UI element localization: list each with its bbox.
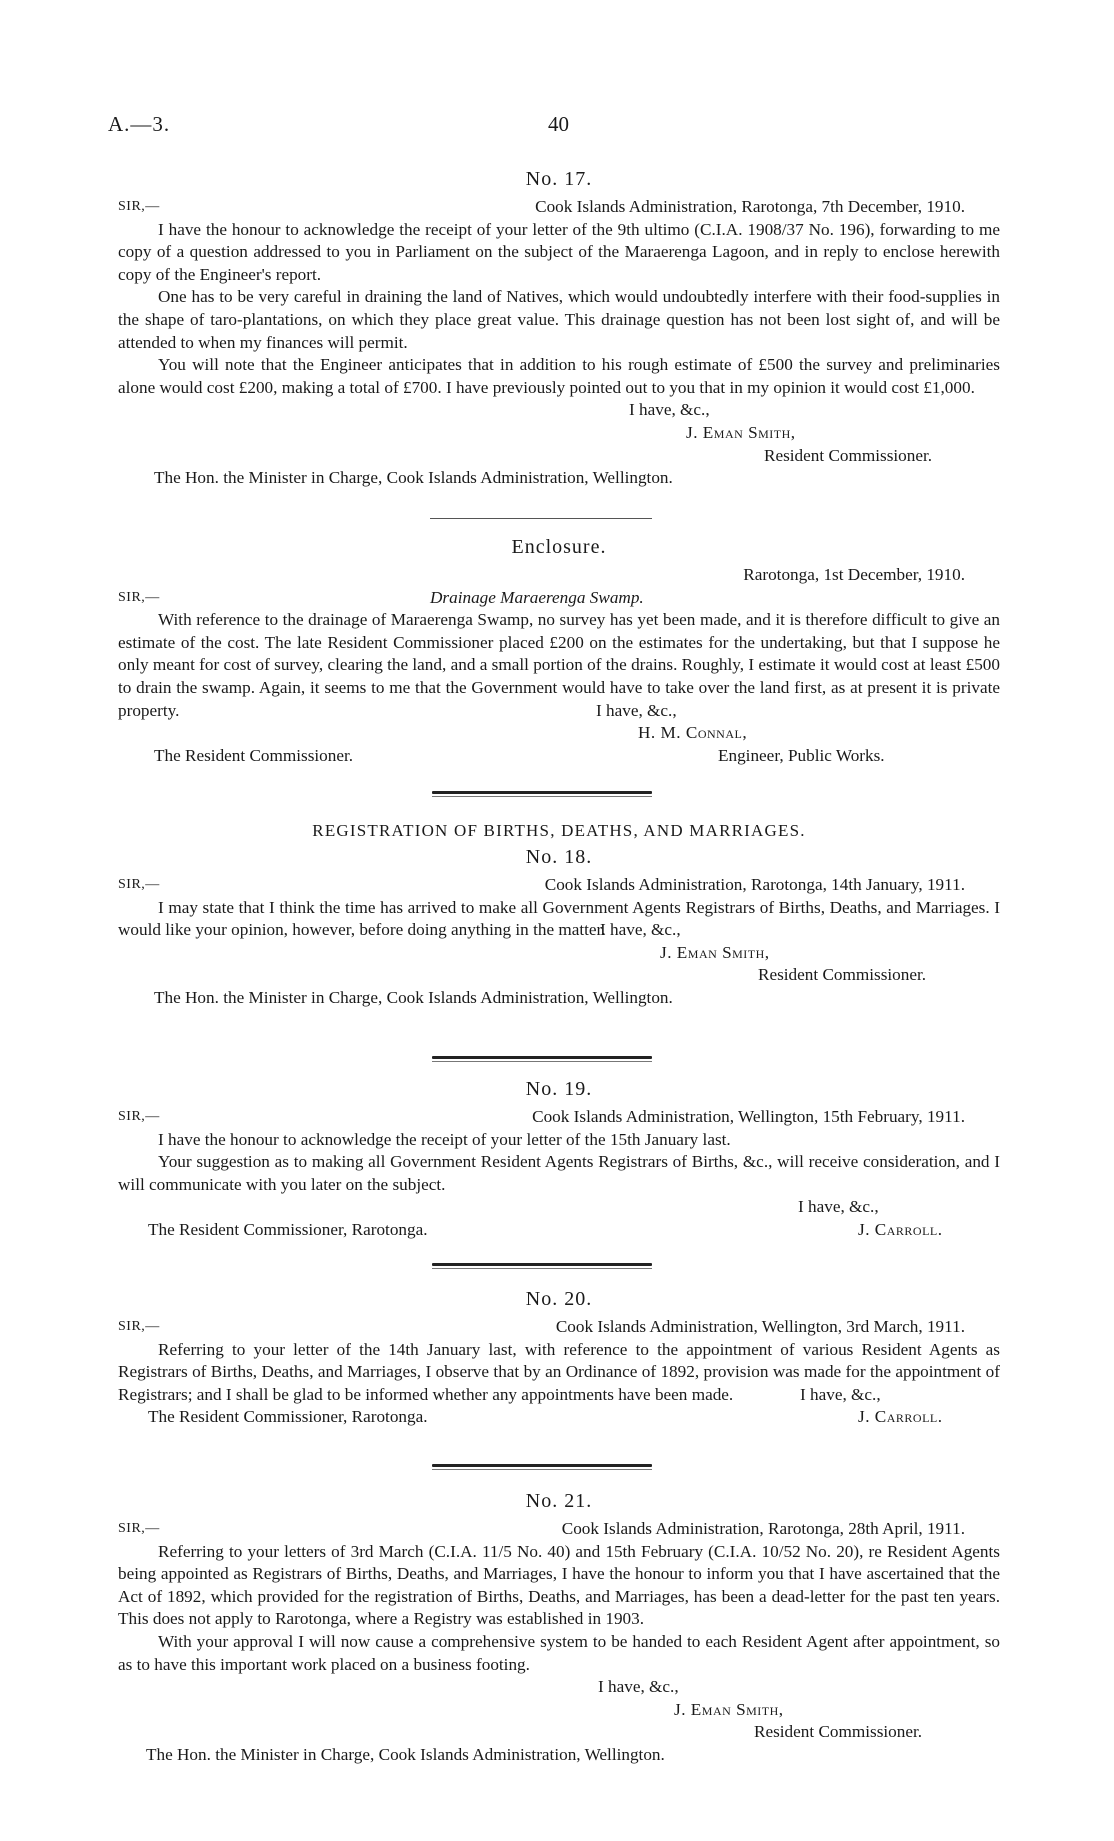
signatory-title: Resident Commissioner.: [758, 965, 927, 985]
salutation: SIR,—: [118, 589, 160, 605]
closing: I have, &c.,: [598, 1677, 679, 1697]
salutation: SIR,—: [118, 1109, 160, 1124]
place-date: Cook Islands Administration, Rarotonga, 28th April, 1911.: [561, 1519, 965, 1538]
letter-no-20: [118, 1286, 1000, 1429]
paragraph: With reference to the drainage of Maraerenga Swamp, no survey has yet been made, and it is therefore difficult to give an estimate of the cost. The late Resident Commissioner placed £200 on the estimates for the undertaking, but that I suppose he only meant for cost of survey, clearing the land, and a small portion of the drains. Roughly, I estimate it would cost at least £500 to drain the swamp. Again, it seems to me that the Government would have to take over the land first, as at present it is private property.: [118, 610, 1000, 720]
place-date: Cook Islands Administration, Wellington, 3rd March, 1911.: [555, 1317, 965, 1336]
addressee: The Resident Commissioner, Rarotonga.: [148, 1219, 428, 1239]
letter-no-18: [118, 820, 1000, 1010]
signatory: J. Eman Smith,: [674, 1699, 784, 1719]
signatory: J. Carroll.: [858, 1407, 943, 1427]
salutation: SIR,—: [118, 1521, 160, 1536]
signatory: J. Eman Smith,: [660, 942, 770, 962]
addressee: The Resident Commissioner, Rarotonga.: [148, 1407, 428, 1427]
divider: [430, 518, 652, 519]
letter-no-19: [118, 1076, 1000, 1242]
paragraph: I have the honour to acknowledge the receipt of your letter of the 9th ultimo (C.I.A. 1908/37 No. 196), forwarding to me copy of a question addressed to you in Parliament on the subject of the Maraerenga Lagoon, and in reply to enclose herewith copy of the Engineer's report.: [118, 219, 1000, 284]
subject: Drainage Maraerenga Swamp.: [430, 587, 644, 607]
enclosure-title: Enclosure.: [511, 536, 607, 558]
letter-title: No. 19.: [525, 1078, 593, 1100]
enclosure: [118, 534, 1000, 767]
paragraph: You will note that the Engineer anticipates that in addition to his rough estimate of £500 the survey and preliminaries alone would cost £200, making a total of £700. I have previously pointed out to you that in my opinion it would cost £1,000.: [118, 355, 1000, 397]
closing: I have, &c.,: [629, 400, 710, 420]
paragraph: Referring to your letters of 3rd March (C.I.A. 11/5 No. 40) and 15th February (C.I.A. 10/52 No. 20), re Resident Agents being appointed as Registrars of Births, Deaths, and Marriages, I have the honour to inform you that I have ascertained that the Act of 1892, which provided for the registration of Births, Deaths, and Marriages, has been a dead-letter for the past ten years. This does not apply to Rarotonga, where a Registry was established in 1903.: [118, 1541, 1000, 1629]
addressee: The Hon. the Minister in Charge, Cook Islands Administration, Wellington.: [146, 1744, 665, 1764]
salutation: SIR,—: [118, 199, 160, 214]
place-date: Cook Islands Administration, Rarotonga, 14th January, 1911.: [544, 875, 965, 894]
letter-title: No. 17.: [525, 168, 593, 190]
paragraph: I may state that I think the time has arrived to make all Government Agents Registrars of Births, Deaths, and Marriages. I would like your opinion, however, before doing anything in the matter.: [118, 897, 1000, 940]
divider: [432, 1263, 652, 1266]
paragraph: Your suggestion as to making all Government Resident Agents Registrars of Births, &c., will receive consideration, and I will communicate with you later on the subject.: [118, 1152, 1000, 1194]
signatory: H. M. Connal,: [638, 723, 748, 743]
divider: [432, 791, 652, 794]
closing: I have, &c.,: [600, 920, 681, 940]
salutation: SIR,—: [118, 877, 160, 892]
paragraph: With your approval I will now cause a comprehensive system to be handed to each Resident Agent after appointment, so as to have this important work placed on a business footing.: [118, 1631, 1000, 1674]
closing: I have, &c.,: [596, 700, 677, 720]
paragraph: One has to be very careful in draining the land of Natives, which would undoubtedly interfere with their food-supplies in the shape of taro-plantations, on which they place great value. This drainage question has not been lost sight of, and will be attended to when my finances will permit.: [118, 287, 1000, 352]
addressee: The Hon. the Minister in Charge, Cook Islands Administration, Wellington.: [154, 468, 673, 488]
signatory: J. Carroll.: [858, 1219, 943, 1239]
letter-no-21: [118, 1488, 1000, 1767]
page-number: 40: [548, 112, 569, 136]
signatory-title: Resident Commissioner.: [754, 1722, 923, 1742]
salutation: SIR,—: [118, 1319, 160, 1334]
paragraph: I have the honour to acknowledge the receipt of your letter of the 15th January last.: [158, 1129, 731, 1149]
closing: I have, &c.,: [798, 1197, 879, 1217]
signatory-title: Resident Commissioner.: [764, 445, 933, 465]
addressee: The Resident Commissioner.: [154, 745, 354, 765]
addressee: The Hon. the Minister in Charge, Cook Islands Administration, Wellington.: [154, 987, 673, 1007]
paragraph: Referring to your letter of the 14th January last, with reference to the appointment of various Resident Agents as Registrars of Births, Deaths, and Marriages, I observe that by an Ordinance of 1892, provision was made for the appointment of Registrars; and I shall be glad to be informed whether any appointments have been made.: [118, 1339, 1000, 1404]
document-reference: A.—3.: [108, 112, 171, 136]
place-date: Cook Islands Administration, Rarotonga, 7th December, 1910.: [535, 197, 965, 216]
letter-title: No. 21.: [525, 1490, 593, 1512]
place-date: Cook Islands Administration, Wellington, 15th February, 1911.: [532, 1107, 965, 1126]
letter-title: No. 18.: [525, 846, 593, 868]
letter-title: No. 20.: [525, 1288, 593, 1310]
section-heading: REGISTRATION OF BIRTHS, DEATHS, AND MARRIAGES.: [312, 821, 806, 840]
divider: [432, 1056, 652, 1059]
closing: I have, &c.,: [800, 1384, 881, 1404]
signatory: J. Eman Smith,: [686, 422, 796, 442]
place-date: Rarotonga, 1st December, 1910.: [743, 565, 965, 584]
signatory-title: Engineer, Public Works.: [718, 745, 885, 765]
divider: [432, 1464, 652, 1467]
letter-no-17: [118, 166, 1000, 490]
